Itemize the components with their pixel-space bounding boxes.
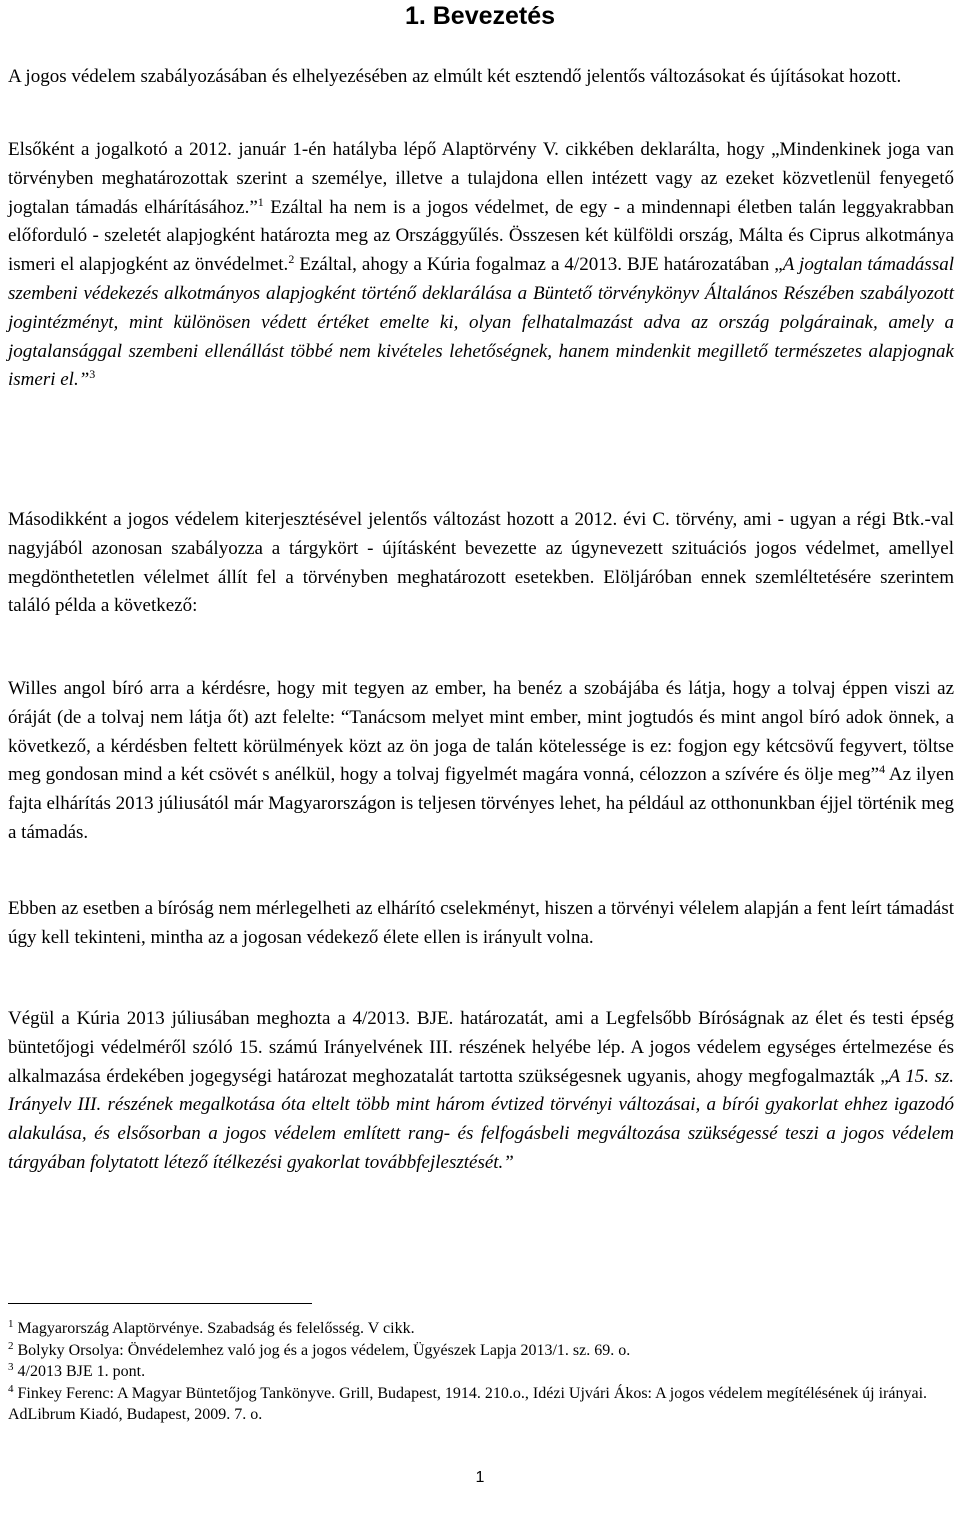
footnote-1: [8, 1318, 954, 1340]
footnote-3-number: 3: [8, 1361, 14, 1374]
section-heading: 1. Bevezetés: [404, 2, 556, 30]
footnote-ref-4[interactable]: 4: [879, 762, 886, 777]
footnotes: [8, 1318, 954, 1426]
paragraph-intro-text: A jogos védelem szabályozásában és elhelyezésében az elmúlt két esztendő jelentős változásokat és újításokat hozott.: [8, 66, 902, 87]
footnote-separator: [8, 1303, 312, 1304]
alaptorveny-text-2: Ezáltal ha nem is a jogos védelmet, de egy - a mindennapi életben talán leggyakrabban előforduló - szeletét alapjogként határozta meg az Országgyűlés. Összesen két külföldi ország, Málta és Ciprus alkotmánya ismeri el alapjogként az önvédelmet.: [8, 196, 954, 276]
footnote-2-text: Bolyky Orsolya: Önvédelemhez való jog és a jogos védelem, Ügyészek Lapja 2013/1. sz. 69. o.: [13, 1341, 631, 1359]
footnote-ref-3[interactable]: 3: [89, 367, 96, 382]
iranyelv-quote: A 15. sz. Irányelv III. részének megalkotása óta eltelt több mint három évtized törvényi változásai, a bírói gyakorlat ehhez igazodó alakulása, és elsősorban a jogos védelem említett rang- és felfogásbeli megváltozása szükségessé teszi a jogos védelem tárgyában folytatott létező ítélkezési gyakorlat továbbfejlesztését.”: [8, 1065, 954, 1173]
paragraph-intro: [8, 63, 954, 92]
footnote-2: [8, 1340, 954, 1362]
willes-text-2: Az ilyen fajta elhárítás 2013 júliusától már Magyarországon is teljesen törvényes lehet, ha például az otthonunkban éjjel történik meg a támadás.: [8, 764, 955, 843]
paragraph-willes: [8, 675, 954, 848]
footnote-3-text: 4/2013 BJE 1. pont.: [13, 1363, 146, 1381]
footnote-ref-1[interactable]: 1: [257, 194, 264, 209]
page-number: 1: [475, 1469, 485, 1486]
paragraph-birosag: [8, 895, 954, 953]
footnote-2-number: 2: [8, 1339, 14, 1352]
paragraph-birosag-text: Ebben az esetben a bíróság nem mérlegelheti az elhárító cselekményt, hiszen a törvényi vélelem alapján a fent leírt támadást úgy kell tekinteni, mintha az a jogosan védekező élete ellen is irányult volna.: [8, 898, 954, 948]
willes-text-1: Willes angol bíró arra a kérdésre, hogy mit tegyen az ember, ha benéz a szobájába és látja, hogy a tolvaj éppen viszi az óráját (de a tolvaj nem látja őt) azt felelte: “Tanácsom melyet mint ember, mint jogtudós és mint angol bíró adok önnek, a következő, a kérdésben feltett körülmények közt az ön joga de talán kötelessége is ez: fogjon egy kétcsövű fegyvert, töltse meg gondosan mind a két csövét s anélkül, hogy a tolvaj figyelmét magára vonná, célozzon a szívére és ölje meg”: [8, 678, 954, 786]
paragraph-masodikkent: [8, 506, 954, 621]
kuria-quote: A jogtalan támadással szembeni védekezés alkotmányos alapjogként történő deklarálása a Büntető törvénykönyv Általános Részében szabályozott jogintézményt, mint különösen védett értéket emelte ki, olyan felhatalmazást adva az ország polgárainak, amely a jogtalansággal szembeni ellenállást többé nem kivételes lehetőségnek, hanem mindenkit megillető természetes alapjognak ismeri el.”: [8, 254, 954, 391]
paragraph-alaptorveny: [8, 136, 954, 395]
paragraph-masodikkent-text: Másodikként a jogos védelem kiterjesztésével jelentős változást hozott a 2012. évi C. törvény, ami - ugyan a régi Btk.-val nagyjából azonosan szabályozza a tárgykört - újításként bevezette az úgynevezett szituációs jogos védelmet, amellyel megdönthetetlen vélelmet állít fel a törvényben meghatározott esetekben. Elöljáróban ennek szemléltetésére szerintem találó példa a következő:: [8, 509, 954, 617]
footnote-1-number: 1: [8, 1318, 14, 1330]
footnote-4-text: Finkey Ferenc: A Magyar Büntetőjog Tankönyve. Grill, Budapest, 1914. 210.o., Idézi Ujvári Ákos: A jogos védelem megítélésének új irányai. AdLibrum Kiadó, Budapest, 2009. 7. o.: [8, 1384, 928, 1424]
footnote-ref-2[interactable]: 2: [288, 252, 295, 267]
footnote-3: [8, 1361, 954, 1383]
footnote-4: [8, 1383, 954, 1426]
alaptorveny-text-1: Elsőként a jogalkotó a 2012. január 1-én hatályba lépő Alaptörvény V. cikkében deklarálta, hogy „Mindenkinek joga van törvényben meghatározottak szerint a személye, illetve a tulajdona ellen intézett vagy az ezeket közvetlenül fenyegető jogtalan támadás elhárításához.”: [8, 139, 954, 218]
alaptorveny-text-3: Ezáltal, ahogy a Kúria fogalmaz a 4/2013. BJE határozatában „: [294, 254, 783, 276]
vegul-text: Végül a Kúria 2013 júliusában meghozta a 4/2013. BJE. határozatát, ami a Legfelsőbb Bíróságnak az élet és testi épség büntetőjogi védelméről szóló 15. számú Irányelvének III. részének helyébe lép. A jogos védelem egységes értelmezése és alkalmazása érdekében jogegységi határozat meghozatalát tartotta szükségesnek ugyanis, ahogy megfogalmazták „: [8, 1008, 954, 1087]
footnote-4-number: 4: [8, 1382, 14, 1395]
paragraph-vegul: [8, 1005, 954, 1178]
footnote-1-text: Magyarország Alaptörvénye. Szabadság és felelősség. V cikk.: [13, 1320, 415, 1337]
